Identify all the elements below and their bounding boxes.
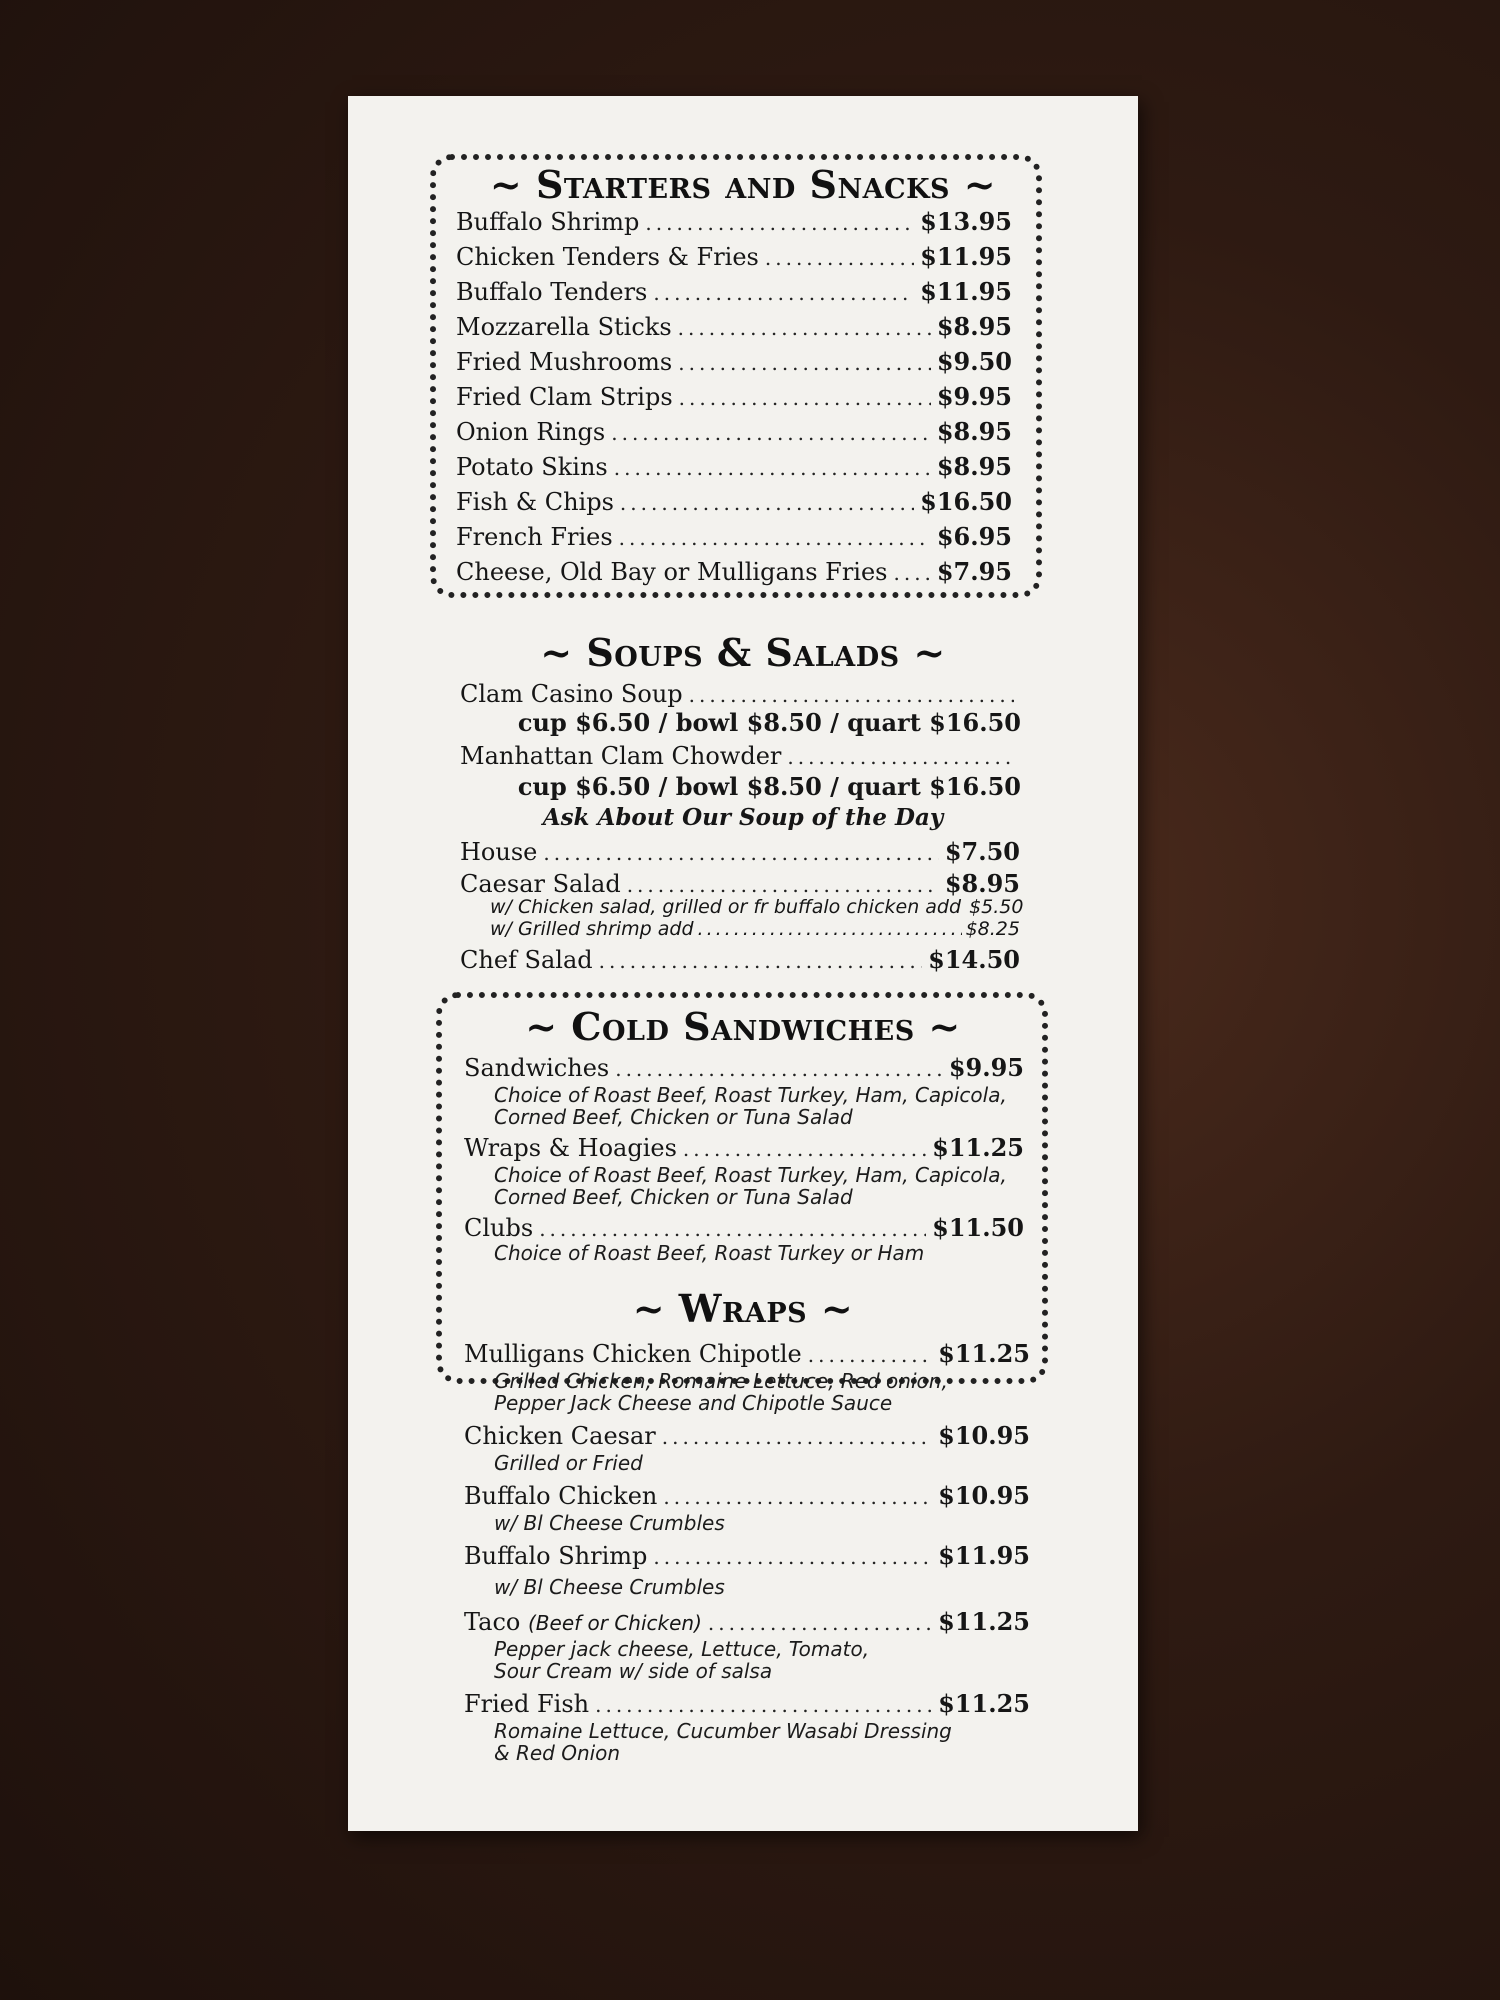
- dot-leader: [808, 1341, 932, 1369]
- menu-card: [348, 96, 1138, 1831]
- item-note: (Beef or Chicken): [527, 1611, 702, 1635]
- starters-heading: ~ Starters and Snacks ~: [489, 162, 997, 207]
- item-price: $11.50: [932, 1213, 1024, 1242]
- addon-name: w/ Chicken salad, grilled or fr buffalo chicken add: [490, 896, 962, 918]
- item-price: $11.95: [920, 242, 1012, 271]
- item-name: Mulligans Chicken Chipotle: [464, 1340, 802, 1368]
- item-name: Buffalo Chicken: [464, 1482, 658, 1510]
- item-price: $11.95: [938, 1541, 1030, 1570]
- item-price: $9.95: [936, 382, 1012, 411]
- item-price: $14.50: [928, 945, 1020, 974]
- menu-item: [456, 278, 1012, 307]
- dot-leader: [679, 384, 931, 412]
- item-description: & Red Onion: [494, 1741, 621, 1765]
- item-name: Fish & Chips: [456, 488, 614, 516]
- item-price: $7.50: [944, 837, 1020, 866]
- menu-item: [464, 1340, 1030, 1369]
- item-name: Manhattan Clam Chowder: [460, 742, 782, 770]
- item-price: $11.25: [938, 1689, 1030, 1718]
- dot-leader: [620, 489, 914, 517]
- dot-leader: [653, 1543, 932, 1571]
- item-price: $7.95: [936, 557, 1012, 586]
- addon-name: w/ Grilled shrimp add: [490, 918, 694, 940]
- menu-item: [460, 742, 1020, 771]
- menu-item: [464, 1134, 1024, 1163]
- menu-item: [456, 208, 1012, 237]
- dot-leader: [708, 1609, 932, 1637]
- menu-item: [456, 348, 1012, 377]
- item-name: Buffalo Shrimp: [464, 1542, 648, 1570]
- menu-item: [464, 1054, 1024, 1083]
- item-name: House: [460, 838, 538, 866]
- item-description: Grilled or Fried: [494, 1451, 643, 1475]
- item-price: $13.95: [920, 207, 1012, 236]
- cold-sandwiches-heading: ~ Cold Sandwiches ~: [525, 1004, 961, 1049]
- item-description: Choice of Roast Beef, Roast Turkey, Ham, Capicola,: [494, 1163, 1007, 1187]
- item-name: French Fries: [456, 523, 613, 551]
- dot-leader: [599, 947, 923, 975]
- dot-leader: [615, 1055, 943, 1083]
- soups-heading: ~ Soups & Salads ~: [540, 630, 946, 675]
- dot-leader: [698, 918, 962, 940]
- item-price: $9.50: [936, 347, 1012, 376]
- menu-item: [464, 1608, 1030, 1637]
- menu-addon: [490, 896, 1024, 918]
- item-name: Caesar Salad: [460, 870, 621, 898]
- item-description: Grilled Chicken, Romaine Lettuce, Red onion,: [494, 1369, 948, 1393]
- item-price: $10.95: [938, 1481, 1030, 1510]
- item-name: Potato Skins: [456, 453, 608, 481]
- dot-leader: [787, 743, 1014, 771]
- item-name: Chicken Tenders & Fries: [456, 243, 759, 271]
- addon-price: $8.25: [965, 918, 1020, 940]
- item-description: w/ Bl Cheese Crumbles: [494, 1511, 725, 1535]
- menu-item: [464, 1482, 1030, 1511]
- item-name: Sandwiches: [464, 1054, 610, 1082]
- dot-leader: [765, 244, 914, 272]
- item-price: $16.50: [920, 487, 1012, 516]
- dot-leader: [595, 1691, 932, 1719]
- menu-item: [456, 383, 1012, 412]
- dot-leader: [678, 314, 931, 342]
- item-description: Pepper Jack Cheese and Chipotle Sauce: [494, 1391, 893, 1415]
- item-price: $6.95: [936, 522, 1012, 551]
- soup-prices: cup $6.50 / bowl $8.50 / quart $16.50: [517, 772, 1021, 801]
- menu-item: [464, 1214, 1024, 1243]
- menu-item: [464, 1422, 1030, 1451]
- item-name: Clubs: [464, 1214, 534, 1242]
- soup-prices: cup $6.50 / bowl $8.50 / quart $16.50: [517, 708, 1021, 737]
- soup-of-day-note: Ask About Our Soup of the Day: [542, 804, 944, 831]
- item-price: $8.95: [936, 312, 1012, 341]
- item-description: Choice of Roast Beef, Roast Turkey, Ham, Capicola,: [494, 1083, 1007, 1107]
- item-name: Buffalo Shrimp: [456, 208, 640, 236]
- menu-item: [460, 680, 1020, 709]
- dot-leader: [645, 209, 914, 237]
- item-description: Choice of Roast Beef, Roast Turkey or Ham: [494, 1241, 925, 1265]
- menu-item: [456, 243, 1012, 272]
- dot-leader: [627, 871, 939, 899]
- item-description: w/ Bl Cheese Crumbles: [494, 1575, 725, 1599]
- dot-leader: [893, 559, 930, 587]
- dot-leader: [663, 1483, 932, 1511]
- item-name: Fried Fish: [464, 1690, 590, 1718]
- dot-leader: [662, 1423, 932, 1451]
- menu-item: [456, 558, 1012, 587]
- dot-leader: [543, 839, 938, 867]
- wraps-heading: ~ Wraps ~: [632, 1286, 854, 1331]
- menu-item: [456, 313, 1012, 342]
- dot-leader: [678, 349, 931, 377]
- menu-item: [456, 418, 1012, 447]
- dot-leader: [611, 419, 931, 447]
- item-name: Mozzarella Sticks: [456, 313, 672, 341]
- item-name: Chicken Caesar: [464, 1422, 656, 1450]
- item-price: $10.95: [938, 1421, 1030, 1450]
- item-price: $11.25: [938, 1607, 1030, 1636]
- menu-item: [456, 488, 1012, 517]
- dot-leader: [614, 454, 931, 482]
- menu-item: [456, 453, 1012, 482]
- addon-price: $5.50: [969, 896, 1024, 918]
- item-description: Corned Beef, Chicken or Tuna Salad: [494, 1105, 853, 1129]
- item-name: Wraps & Hoagies: [464, 1134, 677, 1162]
- item-name: Clam Casino Soup: [460, 680, 683, 708]
- item-description: Romaine Lettuce, Cucumber Wasabi Dressing: [494, 1719, 952, 1743]
- dot-leader: [539, 1215, 926, 1243]
- dot-leader: [689, 681, 1014, 709]
- item-description: Pepper jack cheese, Lettuce, Tomato,: [494, 1637, 870, 1661]
- menu-item: [456, 523, 1012, 552]
- item-price: $11.95: [920, 277, 1012, 306]
- item-price: $11.25: [932, 1133, 1024, 1162]
- item-price: $8.95: [944, 869, 1020, 898]
- item-name: Buffalo Tenders: [456, 278, 648, 306]
- item-name: Chef Salad: [460, 946, 593, 974]
- item-description: Corned Beef, Chicken or Tuna Salad: [494, 1185, 853, 1209]
- menu-item: [460, 946, 1020, 975]
- item-description: Sour Cream w/ side of salsa: [494, 1659, 773, 1683]
- item-name: Cheese, Old Bay or Mulligans Fries: [456, 558, 888, 586]
- item-name: Onion Rings: [456, 418, 606, 446]
- menu-item: [460, 838, 1020, 867]
- dot-leader: [683, 1135, 926, 1163]
- item-price: $8.95: [936, 452, 1012, 481]
- item-price: $8.95: [936, 417, 1012, 446]
- menu-item: [464, 1542, 1030, 1571]
- dot-leader: [619, 524, 931, 552]
- menu-item: [460, 870, 1020, 899]
- item-name: Fried Mushrooms: [456, 348, 673, 376]
- item-price: $11.25: [938, 1339, 1030, 1368]
- dot-leader: [653, 279, 914, 307]
- item-price: $9.95: [948, 1053, 1024, 1082]
- item-name: Taco (Beef or Chicken): [464, 1608, 702, 1636]
- menu-addon: [490, 918, 1020, 940]
- menu-item: [464, 1690, 1030, 1719]
- item-name: Fried Clam Strips: [456, 383, 673, 411]
